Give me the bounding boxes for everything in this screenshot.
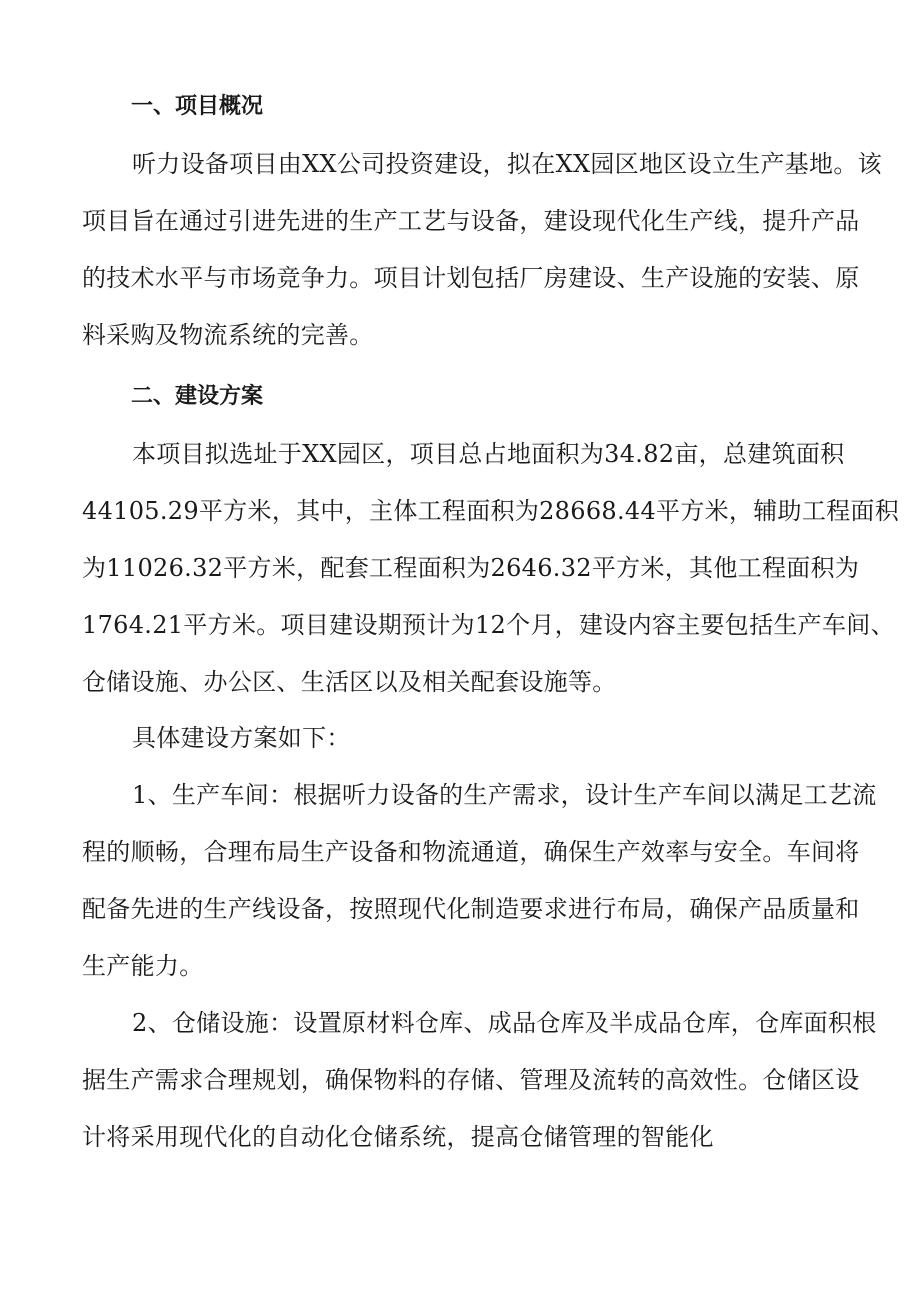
paragraph-intro <box>82 710 842 767</box>
paragraph-site-area <box>82 426 900 711</box>
text-line: 据生产需求合理规划，确保物料的存储、管理及流转的高效性。仓储区设 <box>82 1066 860 1094</box>
section-heading-plan: 二、建设方案 <box>131 384 264 409</box>
text-line: 具体建设方案如下： <box>132 724 351 752</box>
text-line: 1、生产车间：根据听力设备的生产需求，设计生产车间以满足工艺流 <box>132 781 877 809</box>
text-line: 程的顺畅，合理布局生产设备和物流通道，确保生产效率与安全。车间将 <box>82 838 860 866</box>
text-line: 为11026.32平方米，配套工程面积为2646.32平方米，其他工程面积为 <box>82 554 860 582</box>
paragraph-overview <box>82 136 882 364</box>
text-line: 项目旨在通过引进先进的生产工艺与设备，建设现代化生产线，提升产品 <box>82 207 860 235</box>
text-line: 配备先进的生产线设备，按照现代化制造要求进行布局，确保产品质量和 <box>82 895 860 923</box>
text-line: 44105.29平方米，其中，主体工程面积为28668.44平方米，辅助工程面积 <box>82 497 900 525</box>
text-line: 仓储设施、办公区、生活区以及相关配套设施等。 <box>82 668 617 696</box>
text-line: 的技术水平与市场竞争力。项目计划包括厂房建设、生产设施的安装、原 <box>82 264 860 292</box>
text-line: 2、仓储设施：设置原材料仓库、成品仓库及半成品仓库，仓库面积根 <box>132 1009 877 1037</box>
text-line: 1764.21平方米。项目建设期预计为12个月，建设内容主要包括生产车间、 <box>82 611 895 639</box>
text-line: 生产能力。 <box>82 952 204 980</box>
section-heading-overview: 一、项目概况 <box>131 94 264 119</box>
text-line: 听力设备项目由XX公司投资建设，拟在XX园区地区设立生产基地。该 <box>132 150 882 178</box>
paragraph-storage <box>82 995 877 1166</box>
paragraph-workshop <box>82 767 877 995</box>
text-line: 本项目拟选址于XX园区，项目总占地面积为34.82亩，总建筑面积 <box>132 440 845 468</box>
text-line: 料采购及物流系统的完善。 <box>82 321 374 349</box>
text-line: 计将采用现代化的自动化仓储系统，提高仓储管理的智能化 <box>82 1123 714 1151</box>
